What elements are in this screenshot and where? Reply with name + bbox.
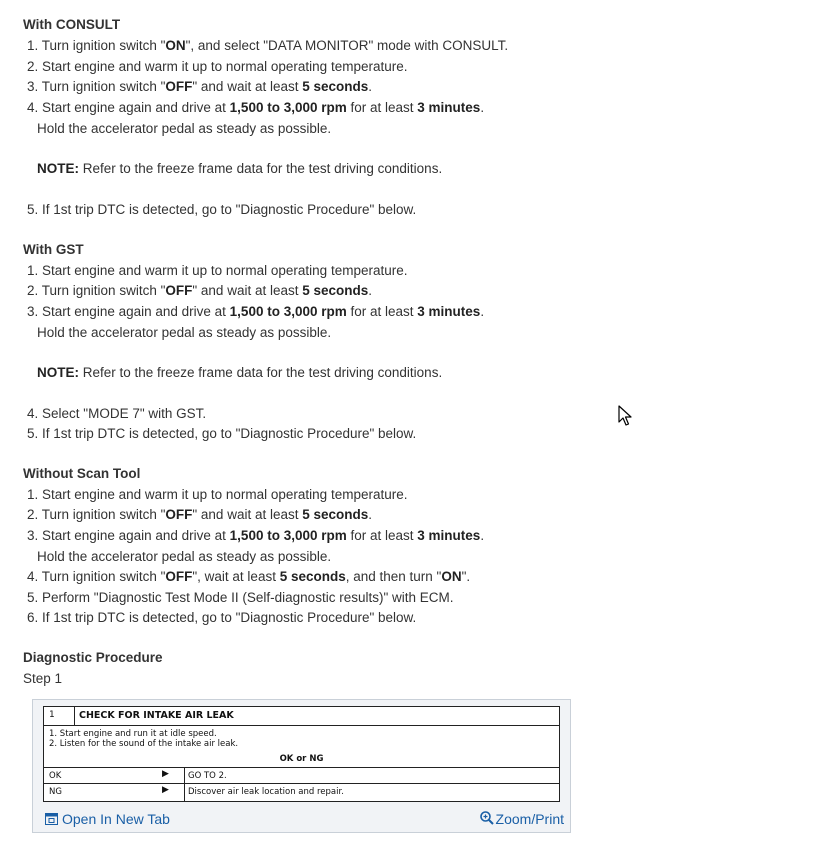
list-item: 2. Turn ignition switch "OFF" and wait at least 5 seconds. [27,283,373,298]
list-item: 4. Start engine again and drive at 1,500 to 3,000 rpm for at least 3 minutes. [27,100,485,115]
figure-ng-result: Discover air leak location and repair. [188,787,344,797]
list-item: 5. If 1st trip DTC is detected, go to "Diagnostic Procedure" below. [27,426,417,441]
section-heading-no-scan-tool: Without Scan Tool [23,466,141,481]
step-label: Step 1 [23,671,63,686]
list-item: 2. Start engine and warm it up to normal operating temperature. [27,59,408,74]
figure-title: CHECK FOR INTAKE AIR LEAK [79,710,234,721]
section-heading-diagnostic-procedure: Diagnostic Procedure [23,650,163,665]
divider [44,767,559,768]
figure-instruction: 1. Start engine and run it at idle speed. [49,729,217,739]
figure-instruction: 2. Listen for the sound of the intake air leak. [49,739,239,749]
section-heading-gst: With GST [23,242,84,257]
list-item: 3. Start engine again and drive at 1,500 to 3,000 rpm for at least 3 minutes. [27,528,485,543]
list-item: 1. Start engine and warm it up to normal operating temperature. [27,487,408,502]
list-item-continuation: Hold the accelerator pedal as steady as possible. [37,121,332,136]
list-item: 5. If 1st trip DTC is detected, go to "Diagnostic Procedure" below. [27,202,417,217]
divider [184,767,185,801]
list-item: 1. Start engine and warm it up to normal operating temperature. [27,263,408,278]
diagnostic-table-image[interactable] [43,706,560,802]
section-heading-consult: With CONSULT [23,17,121,32]
list-item: 2. Turn ignition switch "OFF" and wait at least 5 seconds. [27,507,373,522]
zoom-print-label: Zoom/Print [495,811,564,827]
note: NOTE: Refer to the freeze frame data for the test driving conditions. [37,365,443,380]
open-in-new-tab-label: Open In New Tab [62,811,170,827]
magnifier-icon [480,811,494,828]
list-item: 5. Perform "Diagnostic Test Mode II (Self-diagnostic results)" with ECM. [27,590,454,605]
window-icon [45,812,58,828]
mouse-pointer-icon [618,405,634,427]
figure-ok-label: OK [49,771,62,781]
divider [44,783,559,784]
figure-ng-label: NG [49,787,62,797]
arrow-right-icon: ▶ [162,785,169,795]
list-item: 6. If 1st trip DTC is detected, go to "Diagnostic Procedure" below. [27,610,417,625]
figure-ok-result: GO TO 2. [188,771,227,781]
note: NOTE: Refer to the freeze frame data for the test driving conditions. [37,161,443,176]
arrow-right-icon: ▶ [162,769,169,779]
list-item: 1. Turn ignition switch "ON", and select "DATA MONITOR" mode with CONSULT. [27,38,509,53]
figure-ok-ng-header: OK or NG [279,754,324,764]
divider [74,707,75,725]
figure-card [32,699,571,833]
list-item: 3. Start engine again and drive at 1,500 to 3,000 rpm for at least 3 minutes. [27,304,485,319]
zoom-print-link[interactable] [480,811,564,828]
list-item: 4. Select "MODE 7" with GST. [27,406,207,421]
list-item-continuation: Hold the accelerator pedal as steady as possible. [37,325,332,340]
open-in-new-tab-link[interactable] [45,811,170,828]
list-item: 3. Turn ignition switch "OFF" and wait at least 5 seconds. [27,79,373,94]
figure-step-number: 1 [49,710,55,720]
list-item: 4. Turn ignition switch "OFF", wait at least 5 seconds, and then turn "ON". [27,569,471,584]
figure-title-row [44,707,559,726]
list-item-continuation: Hold the accelerator pedal as steady as possible. [37,549,332,564]
